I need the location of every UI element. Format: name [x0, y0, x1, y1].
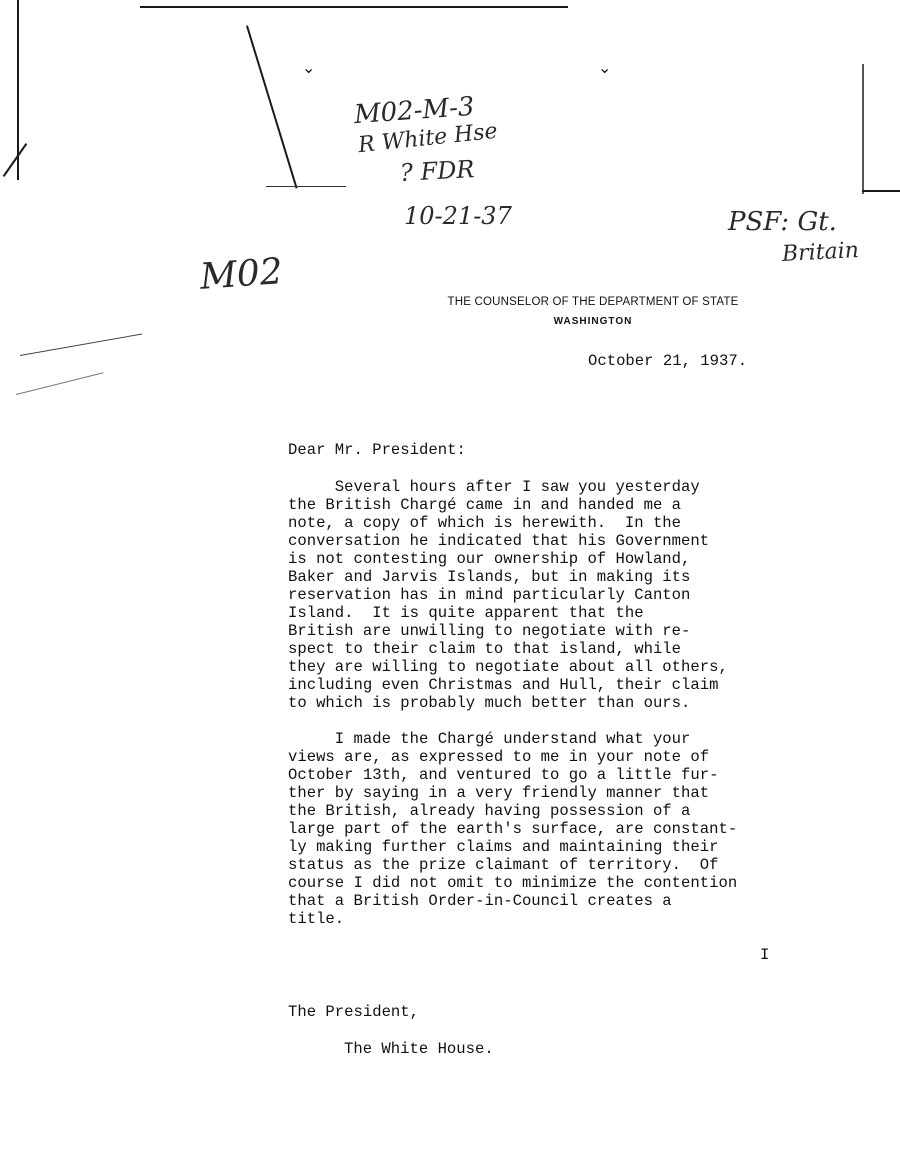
letterhead-department: THE COUNSELOR OF THE DEPARTMENT OF STATE: [447, 296, 739, 308]
letter-paragraph: I made the Chargé understand what your views are, as expressed to me in your note of October 13th, and ventured to go a little fur- ther by saying in a very friendly manner that the British, already having possession of a large part of the earth's surface, are constant- ly making further claims and maintaining their status as the prize claimant of territory. Of course I did not omit to minimize the contention that a British Order-in-Council creates a title.: [288, 730, 738, 928]
scan-mark-left: [3, 143, 28, 177]
letter-date: October 21, 1937.: [588, 352, 748, 370]
scan-dash: [20, 333, 142, 356]
handwritten-file-sublabel: Britain: [781, 238, 860, 267]
letterhead: [433, 296, 753, 327]
scan-diagonal-stroke: [246, 25, 298, 188]
recipient-line: The White House.: [344, 1040, 494, 1058]
scan-corner-line: [266, 186, 346, 187]
tick-mark: ⌄: [598, 58, 612, 77]
handwritten-fdr: ? FDR: [399, 155, 476, 187]
letter-salutation: Dear Mr. President:: [288, 441, 466, 459]
letter-paragraph: Several hours after I saw you yesterday the British Chargé came in and handed me a note, a copy of which is herewith. In the conversation he indicated that his Government is not contesting our ownership of Howland, Baker and Jarvis Islands, but in making its reservation has in mind particularly Canton Island. It is quite apparent that the British are unwilling to negotiate with re- spect to their claim to that island, while they are willing to negotiate about all others, including even Christmas and Hull, their claim to which is probably much better than ours.: [288, 478, 728, 712]
handwritten-ref-code: M02-M-3: [353, 91, 476, 131]
scan-dash: [16, 372, 104, 395]
scan-edge-right-foot: [862, 190, 900, 192]
letterhead-city: WASHINGTON: [553, 316, 633, 327]
handwritten-margin-code: M02: [198, 251, 285, 298]
recipient-line: The President,: [288, 1003, 420, 1021]
continuation-mark: I: [760, 946, 770, 964]
tick-mark: ⌄: [302, 58, 316, 77]
scan-edge-top: [140, 6, 568, 8]
handwritten-date: 10-21-37: [404, 202, 512, 230]
handwritten-routing: R White Hse: [357, 118, 499, 159]
handwritten-file-label: PSF: Gt.: [728, 207, 837, 237]
scan-edge-right: [862, 64, 864, 194]
